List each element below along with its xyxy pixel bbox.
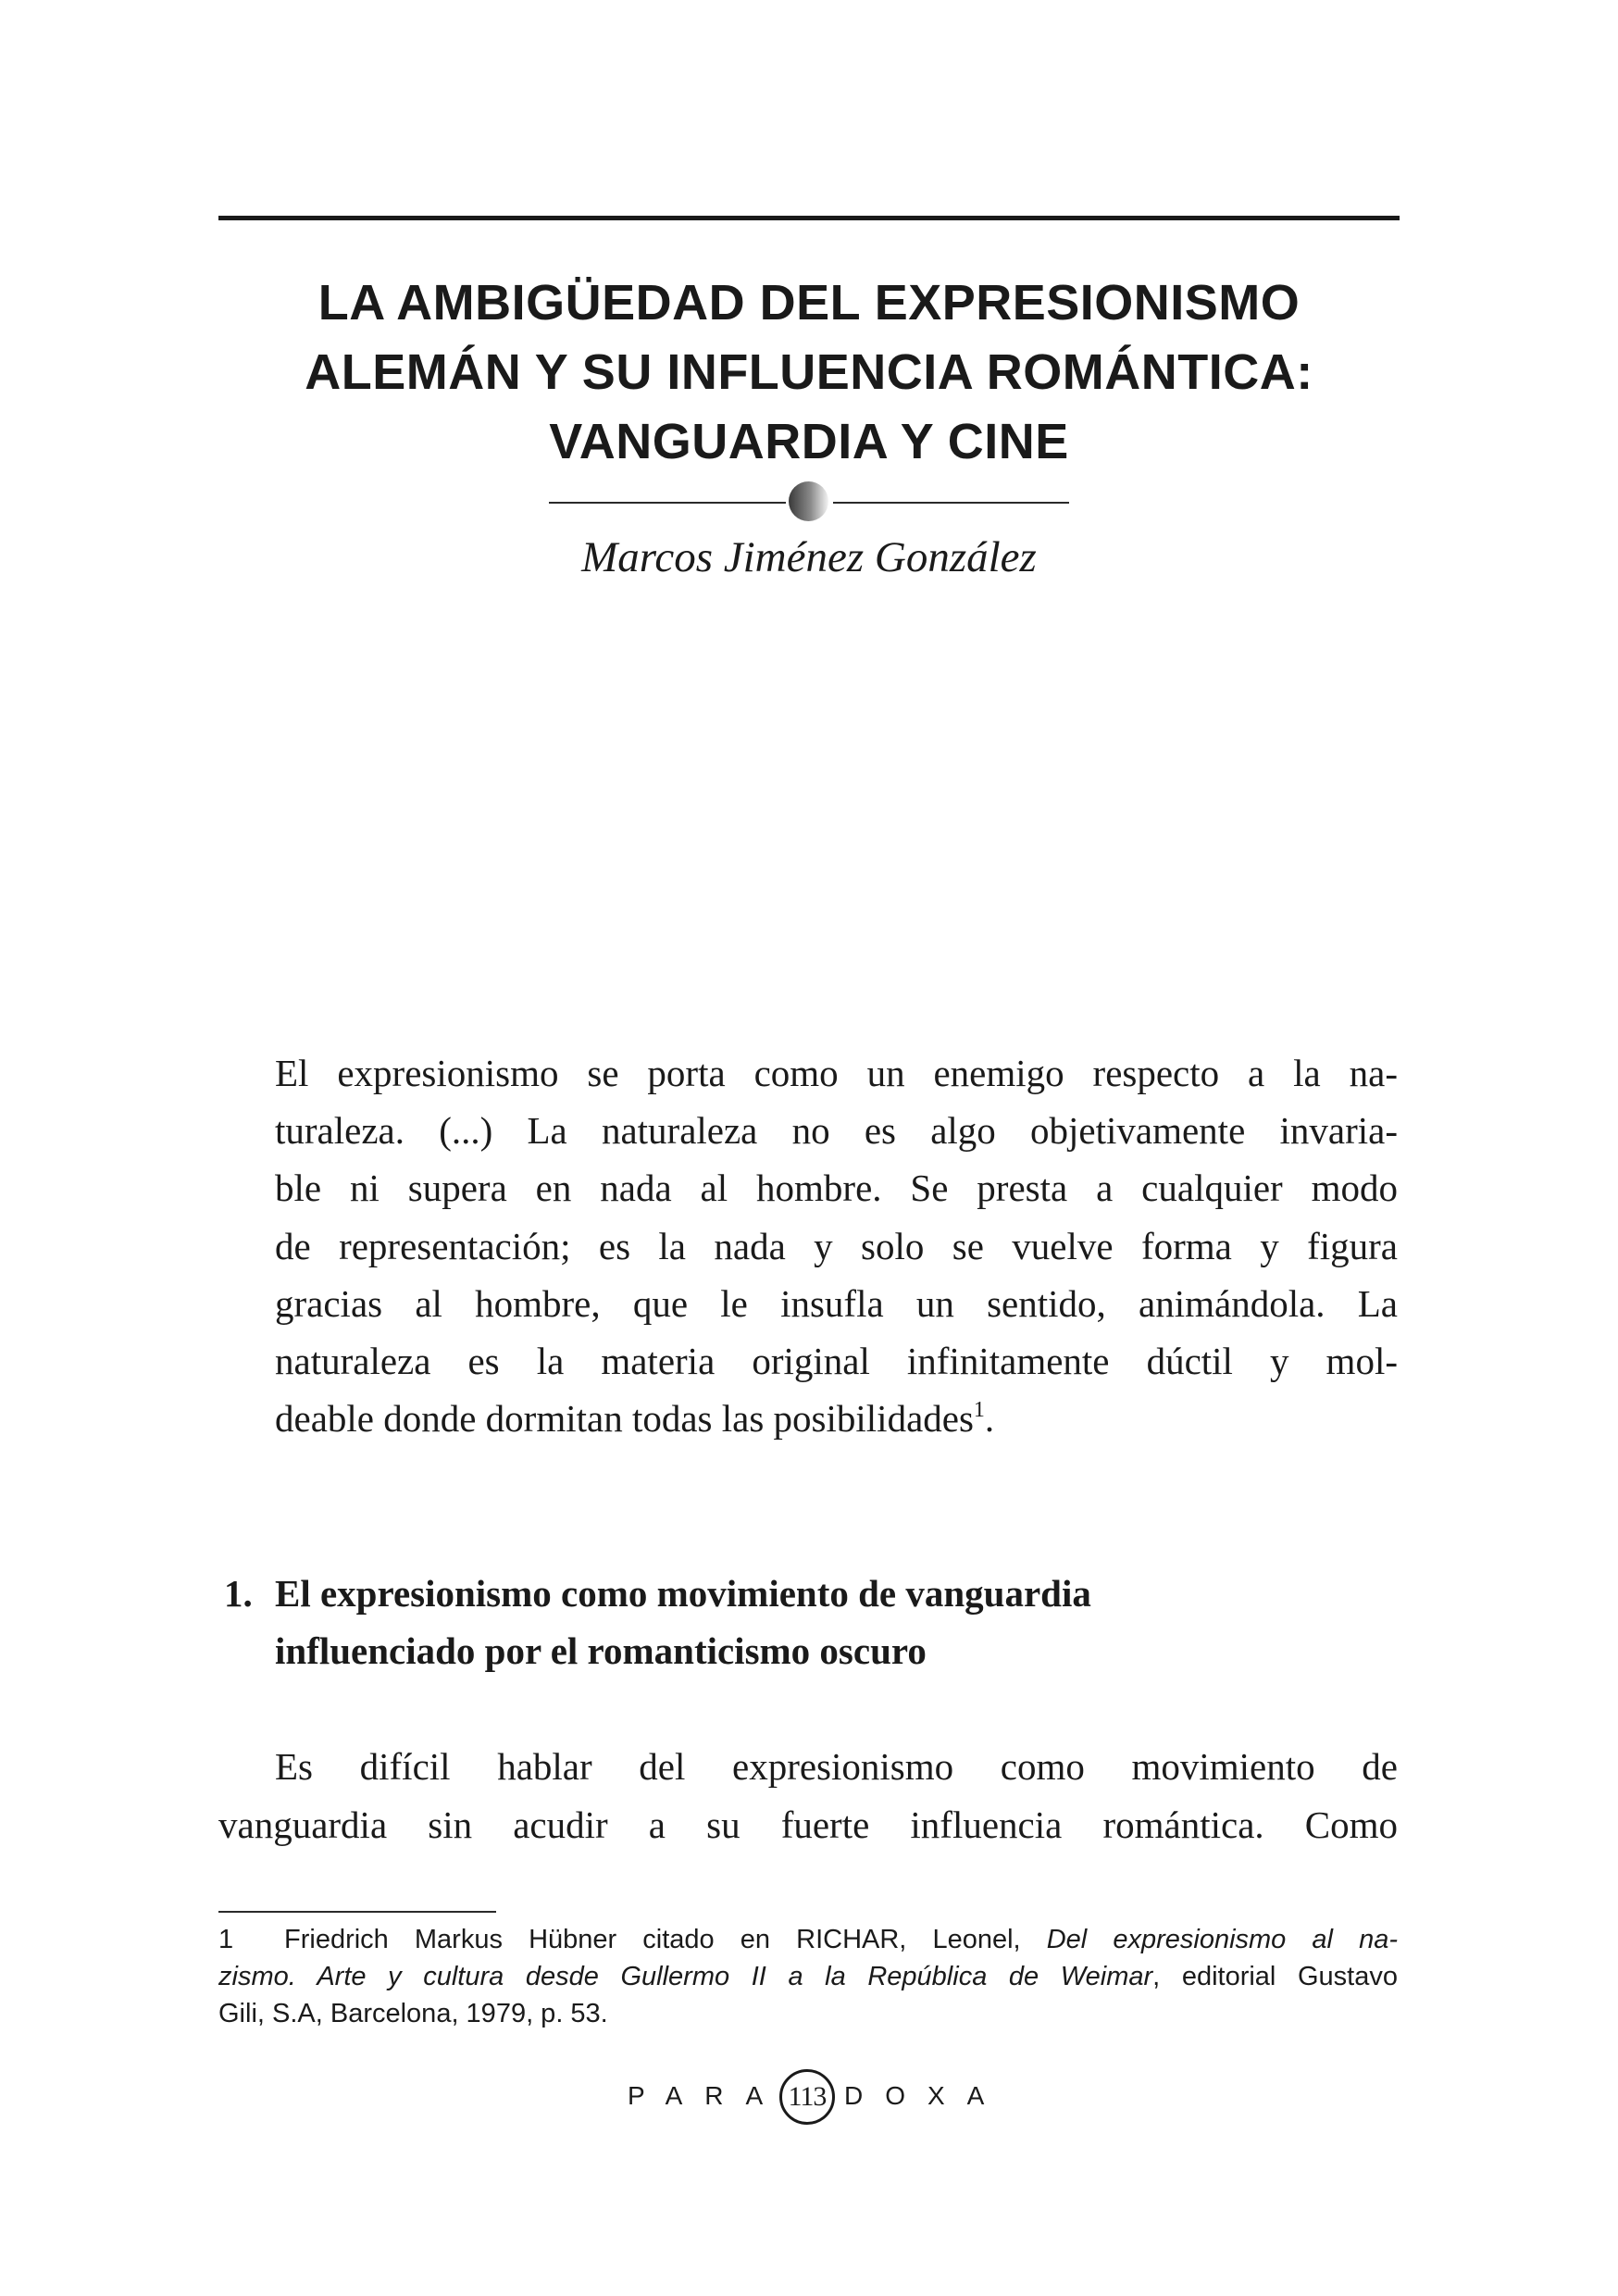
quote-line: naturaleza es la materia original infinitamente dúctil y mol-: [275, 1340, 1398, 1383]
footnote-text: Friedrich Markus Hübner citado en RICHAR, Leonel,: [284, 1925, 1047, 1954]
section-number: 1.: [224, 1572, 253, 1615]
page-number: 113: [779, 2069, 835, 2125]
divider-line-right: [833, 502, 1069, 504]
quote-line: gracias al hombre, que le insufla un sentido, animándola. La: [275, 1281, 1398, 1325]
footnote-book-title: Del expresionismo al na-: [1046, 1925, 1398, 1954]
title-line: ALEMÁN Y SU INFLUENCIA ROMÁNTICA:: [305, 344, 1313, 400]
title-line: LA AMBIGÜEDAD DEL EXPRESIONISMO: [317, 275, 1301, 331]
footnote-book-title: zismo. Arte y cultura desde Gullermo II a la República de Weimar: [218, 1962, 1153, 1991]
footnote-line: [218, 1958, 1398, 1995]
quote-line: turaleza. (...) La naturaleza no es algo objetivamente invaria-: [275, 1109, 1398, 1153]
journal-name-left: PARA: [628, 2081, 786, 2110]
footnote-1: [218, 1921, 1398, 2032]
body-paragraph: [218, 1738, 1398, 1854]
footnote-line: Gili, S.A, Barcelona, 1979, p. 53.: [218, 1999, 608, 2028]
page-footer: [592, 2065, 1027, 2129]
journal-name-right: DOXA: [844, 2081, 1007, 2110]
body-line: vanguardia sin acudir a su fuerte influencia romántica. Como: [218, 1803, 1398, 1846]
footnote-reference-link[interactable]: 1: [973, 1398, 985, 1423]
title-line: VANGUARDIA Y CINE: [549, 414, 1069, 469]
quote-last-line: [275, 1390, 1398, 1447]
gradient-circle-icon: [789, 481, 828, 521]
divider-line-left: [549, 502, 786, 504]
article-title: [218, 268, 1400, 477]
footnote-number: 1: [218, 1925, 234, 1954]
epigraph-quote: [275, 1044, 1398, 1447]
author-name: Marcos Jiménez González: [581, 533, 1037, 581]
top-rule: [218, 216, 1400, 220]
body-line: Es difícil hablar del expresionismo como movimiento de: [275, 1745, 1398, 1788]
footnote-separator: [218, 1911, 496, 1913]
quote-line: de representación; es la nada y solo se vuelve forma y figura: [275, 1224, 1398, 1267]
quote-line: ble ni supera en nada al hombre. Se presta a cualquier modo: [275, 1167, 1398, 1210]
quote-line-text: deable donde dormitan todas las posibilidades: [275, 1397, 974, 1441]
quote-line: El expresionismo se porta como un enemigo respecto a la na-: [275, 1052, 1398, 1094]
footnote-text: , editorial Gustavo: [1152, 1962, 1398, 1991]
heading-line: El expresionismo como movimiento de vanguardia: [275, 1572, 1091, 1615]
heading-line: influenciado por el romanticismo oscuro: [275, 1629, 927, 1672]
section-heading-text: [275, 1565, 1398, 1679]
footnote-line: [218, 1921, 1398, 1958]
quote-trailing-period: .: [984, 1397, 995, 1441]
title-divider-ornament: [549, 480, 1069, 523]
